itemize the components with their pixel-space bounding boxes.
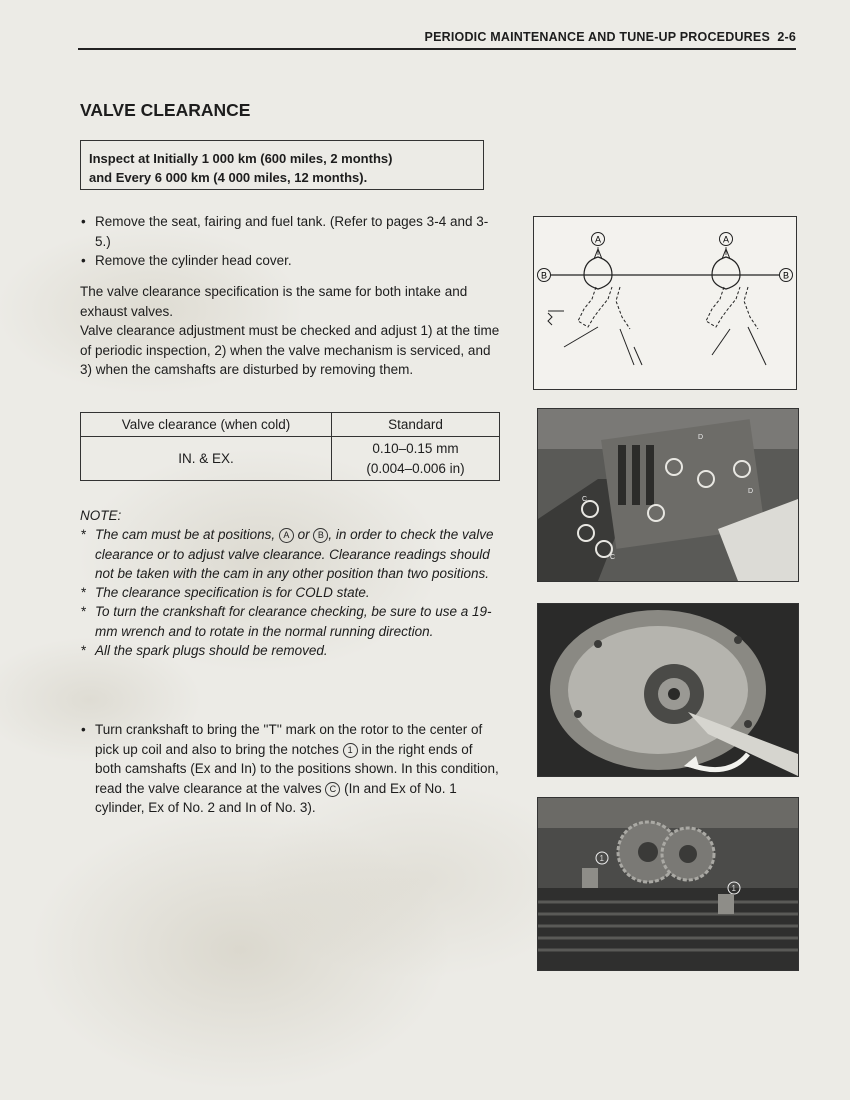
photo-crankshaft-rotor bbox=[537, 603, 799, 777]
note-text: or bbox=[297, 527, 310, 543]
note-text: The cam must be at positions, bbox=[95, 527, 276, 543]
note-item-spark-plugs: * All the spark plugs should be removed. bbox=[80, 641, 500, 660]
cam-diagram-svg bbox=[534, 217, 796, 389]
removal-steps bbox=[80, 212, 500, 271]
label-b-right bbox=[780, 269, 793, 282]
note-block bbox=[80, 506, 500, 660]
note-item-cam-position bbox=[80, 525, 500, 583]
photo-camshaft-notches-svg bbox=[538, 798, 798, 970]
header-title: PERIODIC MAINTENANCE AND TUNE-UP PROCEDURES 2-6 bbox=[424, 30, 796, 44]
photo-camshaft-notches bbox=[537, 797, 799, 971]
table-header-condition: Valve clearance (when cold) bbox=[81, 413, 332, 437]
cam-position-diagram bbox=[533, 216, 797, 390]
svg-text:B: B bbox=[782, 270, 790, 281]
photo-crankshaft-rotor-svg bbox=[538, 604, 798, 776]
photo-label-d: D bbox=[698, 434, 704, 441]
inspection-line-1: Inspect at Initially 1 000 km (600 miles, 2 months) bbox=[89, 151, 393, 166]
table-value-mm: 0.10–0.15 mm bbox=[372, 440, 459, 456]
svg-text:A: A bbox=[722, 234, 730, 245]
valve-c-marker: C bbox=[325, 782, 340, 797]
turn-text: Turn crankshaft to bring the ''T'' mark on the rotor to the center of pick up coil and also to bring the notches bbox=[95, 722, 483, 757]
position-a-marker: A bbox=[279, 528, 294, 543]
label-a-left bbox=[592, 233, 605, 246]
photo-label-1: 1 bbox=[731, 884, 736, 893]
intro-paragraphs bbox=[80, 282, 500, 380]
paragraph-adjustment-timing: Valve clearance adjustment must be checked and adjust 1) at the time of periodic inspection, 2) when the valve mechanism is serviced, and 3) when the camshafts are disturbed by removing them. bbox=[80, 323, 500, 377]
table-header-standard: Standard bbox=[332, 413, 500, 437]
inspection-interval-box bbox=[80, 140, 484, 190]
note-item-cold-state: * The clearance specification is for COLD state. bbox=[80, 583, 500, 602]
photo-label-c: C bbox=[610, 554, 616, 561]
table-row-label: IN. & EX. bbox=[81, 437, 332, 481]
svg-text:B: B bbox=[540, 270, 548, 281]
turn-crankshaft-step bbox=[80, 720, 500, 818]
label-b-left bbox=[538, 269, 551, 282]
table-value-cell bbox=[332, 437, 500, 481]
position-b-marker: B bbox=[313, 528, 328, 543]
turn-crankshaft-text bbox=[80, 720, 500, 818]
svg-text:A: A bbox=[594, 234, 602, 245]
note-title: NOTE: bbox=[80, 508, 122, 523]
turn-text: in the right ends of both camshafts (Ex and In) to the positions shown. In this condition, read the valve clearance at the valves bbox=[95, 741, 499, 796]
photo-label-c: C bbox=[582, 496, 588, 503]
step-remove-head-cover: • Remove the cylinder head cover. bbox=[80, 251, 500, 271]
table-value-in: (0.004–0.006 in) bbox=[366, 460, 465, 476]
photo-label-d: D bbox=[748, 488, 754, 495]
paragraph-spec-same: The valve clearance specification is the same for both intake and exhaust valves. bbox=[80, 284, 468, 319]
section-title: VALVE CLEARANCE bbox=[80, 100, 251, 120]
note-item-wrench: * To turn the crankshaft for clearance checking, be sure to use a 19-mm wrench and to rotate in the normal running direction. bbox=[80, 602, 500, 641]
label-a-right bbox=[720, 233, 733, 246]
note-text: , in order to check the valve clearance or to adjust valve clearance. Clearance readings should not be taken with the cam in any other position than two positions. bbox=[95, 527, 494, 581]
photo-valve-positions-svg bbox=[538, 409, 798, 581]
step-remove-seat: • Remove the seat, fairing and fuel tank. (Refer to pages 3-4 and 3-5.) bbox=[80, 212, 500, 251]
notch-1-marker: 1 bbox=[343, 743, 358, 758]
page-header bbox=[78, 30, 796, 50]
turn-text: (In and Ex of No. 1 cylinder, Ex of No. 2 and In of No. 3). bbox=[95, 780, 457, 815]
photo-valve-positions bbox=[537, 408, 799, 582]
valve-clearance-table bbox=[80, 412, 500, 481]
inspection-line-2: and Every 6 000 km (4 000 miles, 12 months). bbox=[89, 170, 368, 185]
photo-label-1: 1 bbox=[599, 854, 604, 863]
